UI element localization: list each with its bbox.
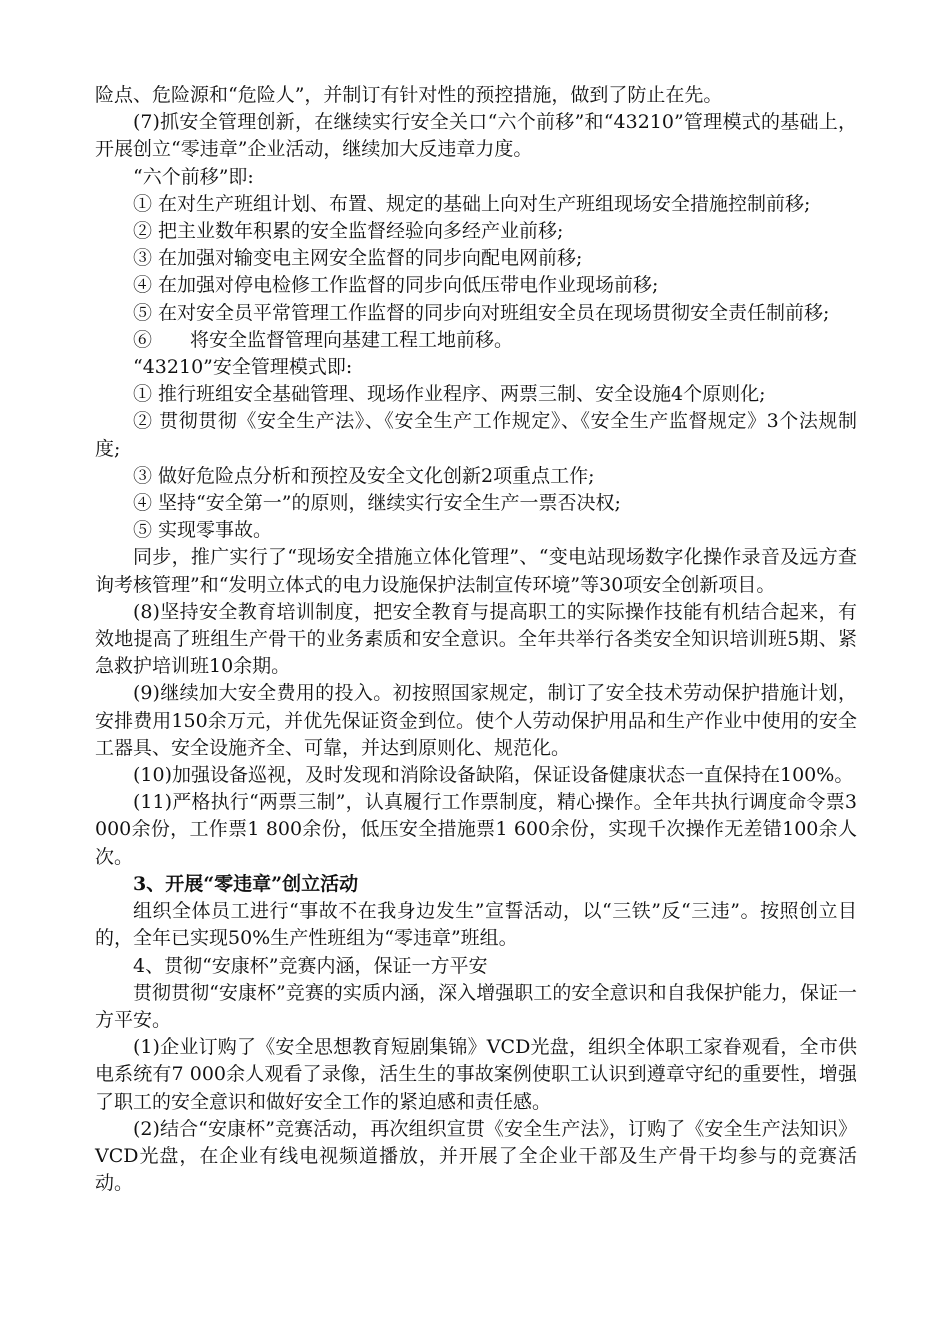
paragraph-zero-violation: 组织全体员工进行“事故不在我身边发生”宣誓活动，以“三铁”反“三违”。按照创立目的，全年已实现50%生产性班组为“零违章”班组。: [95, 900, 857, 950]
list-item: ① 在对生产班组计划、布置、规定的基础上向对生产班组现场安全措施控制前移;: [133, 192, 811, 215]
paragraph-item-8: (8)坚持安全教育培训制度，把安全教育与提高职工的实际操作技能有机结合起来，有效地提高了班组生产骨干的业务素质和安全意识。全年共举行各类安全知识培训班5期、紧急救护培训班10余期。: [95, 600, 857, 678]
list-item: ④ 在加强对停电检修工作监督的同步向低压带电作业现场前移;: [133, 274, 659, 297]
paragraph-ankang-cup: 贯彻贯彻“安康杯”竞赛的实质内涵，深入增强职工的安全意识和自我保护能力，保证一方平安。: [95, 981, 857, 1031]
list-item: ③ 做好危险点分析和预控及安全文化创新2项重点工作;: [133, 464, 595, 487]
paragraph-item-10: (10)加强设备巡视，及时发现和消除设备缺陷，保证设备健康状态一直保持在100%。: [133, 764, 854, 787]
paragraph-item-11: (11)严格执行“两票三制”，认真履行工作票制度，精心操作。全年共执行调度命令票3 000余份，工作票1 800余份，低压安全措施票1 600余份，实现千次操作无差错100余人次。: [95, 791, 857, 868]
list-item: ⑤ 实现零事故。: [133, 519, 273, 542]
list-item: ② 把主业数年积累的安全监督经验向多经产业前移;: [133, 220, 564, 243]
section-heading-3: 3、开展“零违章”创立活动: [133, 872, 359, 895]
list-item: ③ 在加强对输变电主网安全监督的同步向配电网前移;: [133, 247, 583, 270]
list-item: ④ 坚持“安全第一”的原则，继续实行安全生产一票否决权;: [133, 492, 621, 515]
list-item: ⑥ 将安全监督管理向基建工程工地前移。: [133, 328, 514, 351]
paragraph-sub-item-2: (2)结合“安康杯”竞赛活动，再次组织宣贯《安全生产法》，订购了《安全生产法知识》VCD光盘，在企业有线电视频道播放，并开展了全企业干部及生产骨干均参与的竞赛活动。: [95, 1117, 857, 1195]
section-heading-4: 4、贯彻“安康杯”竞赛内涵，保证一方平安: [133, 954, 488, 977]
list-item: ① 推行班组安全基础管理、现场作业程序、两票三制、安全设施4个原则化;: [133, 383, 766, 406]
list-item: ② 贯彻贯彻《安全生产法》、《安全生产工作规定》、《安全生产监督规定》3个法规制度;: [95, 410, 857, 460]
paragraph-item-7: (7)抓安全管理创新，在继续实行安全关口“六个前移”和“43210”管理模式的基础上，开展创立“零违章”企业活动，继续加大反违章力度。: [95, 111, 857, 161]
paragraph-continuation: 险点、危险源和“危险人”，并制订有针对性的预控措施，做到了防止在先。: [95, 84, 723, 106]
paragraph-six-moves-intro: “六个前移”即:: [133, 165, 254, 188]
paragraph-item-9: (9)继续加大安全费用的投入。初按照国家规定，制订了安全技术劳动保护措施计划，安排费用150余万元，并优先保证资金到位。使个人劳动保护用品和生产作业中使用的安全工器具、安全设施齐全、可靠，并达到原则化、规范化。: [95, 682, 857, 759]
list-item: ⑤ 在对安全员平常管理工作监督的同步向对班组安全员在现场贯彻安全责任制前移;: [133, 301, 830, 324]
paragraph-43210-intro: “43210”安全管理模式即:: [133, 356, 353, 379]
document-page: [95, 82, 857, 1197]
paragraph-innovation: 同步，推广实行了“现场安全措施立体化管理”、“变电站现场数字化操作录音及远方查询考核管理”和“发明立体式的电力设施保护法制宣传环境”等30项安全创新项目。: [95, 546, 857, 596]
paragraph-sub-item-1: (1)企业订购了《安全思想教育短剧集锦》VCD光盘，组织全体职工家眷观看，全市供电系统有7 000余人观看了录像，活生生的事故案例使职工认识到遵章守纪的重要性，增强了职工的安全意识和做好安全工作的紧迫感和责任感。: [95, 1036, 857, 1113]
